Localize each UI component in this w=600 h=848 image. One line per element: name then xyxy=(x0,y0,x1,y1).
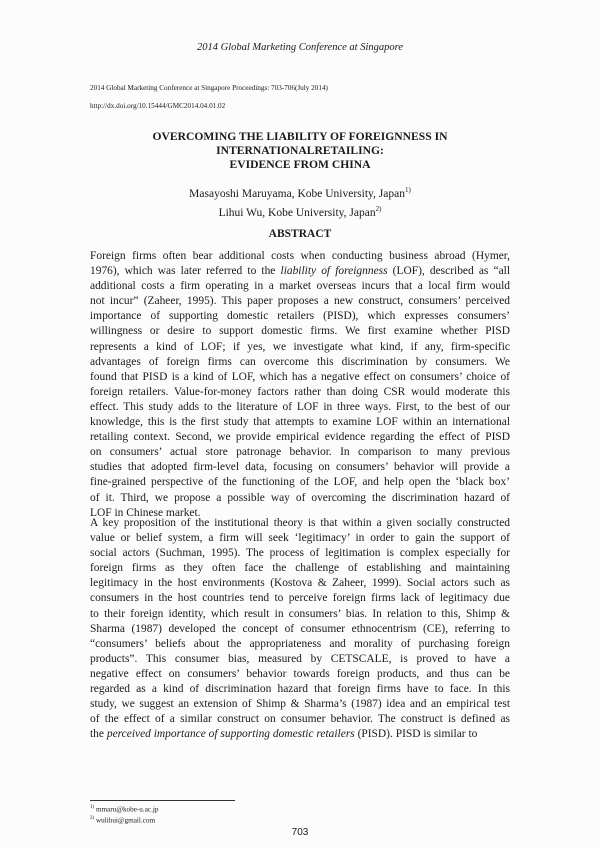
text-line: represents a kind of LOF; if yes, we investigate what kind, if any, firm-specific xyxy=(90,340,510,353)
text-line: willingness or desire to support domestic firms. We first examine whether PISD xyxy=(90,325,510,338)
body-paragraph xyxy=(90,516,510,742)
text-line: of it. Third, we propose a possible way of overcoming the discrimination hazard of xyxy=(90,491,510,504)
emphasis-term: perceived importance of supporting domestic retailers xyxy=(106,728,355,741)
author-block xyxy=(90,183,510,221)
abstract-paragraph xyxy=(90,249,510,521)
text-line: legitimacy in the host environments (Kostova & Zaheer, 1999). Social actors such as xyxy=(90,577,510,590)
footnote-marker: 2) xyxy=(375,204,382,213)
text-line: products”. This consumer bias, measured by CETSCALE, is proved to have a xyxy=(90,652,510,665)
text-line: not incur” (Zaheer, 1995). This paper proposes a new construct, consumers’ perceived xyxy=(90,295,510,308)
abstract-heading: ABSTRACT xyxy=(268,228,332,240)
text-segment: (LOF), described as “all xyxy=(387,265,510,278)
page-number: 703 xyxy=(291,827,309,838)
footnote-marker: 2) xyxy=(90,816,95,821)
author-name: Lihui Wu, Kobe University, Japan xyxy=(218,206,376,219)
text-line: social actors (Suchman, 1995). The process of legitimation is complex especially for xyxy=(90,547,510,560)
text-segment: 1976), which was later referred to the xyxy=(90,265,281,278)
text-line: Sharma (1987) developed the concept of consumer ethnocentrism (CE), referring to xyxy=(90,622,510,635)
footnote-rule xyxy=(90,800,235,801)
text-line: found that PISD is a kind of LOF, which has a negative effect on consumers’ choice of xyxy=(90,370,510,383)
text-line: retailing context. Second, we provide empirical evidence regarding the effect of PISD xyxy=(90,431,510,444)
title-line: OVERCOMING THE LIABILITY OF FOREIGNNESS IN xyxy=(152,130,448,143)
text-line: LOF in Chinese market. xyxy=(90,506,201,519)
doi-link[interactable]: http://dx.doi.org/10.15444/GMC2014.04.01.02 xyxy=(90,102,226,110)
running-head: 2014 Global Marketing Conference at Singapore xyxy=(197,42,403,53)
author-name: Masayoshi Maruyama, Kobe University, Japan xyxy=(189,187,405,200)
proceedings-citation: 2014 Global Marketing Conference at Singapore Proceedings: 703-706(July 2014) xyxy=(90,84,328,92)
text-line: of the effect of a similar construct on consumer behavior. The construct is defined as xyxy=(90,713,510,726)
text-line: knowledge, this is the first study that attempts to examine LOF within an international xyxy=(90,416,510,429)
text-line: studies that adopted firm-level data, focusing on consumers’ behavior will provide a xyxy=(90,461,510,474)
text-line xyxy=(90,264,510,279)
text-line: advantages of foreign firms can overcome this discrimination by consumers. We xyxy=(90,355,510,368)
text-line xyxy=(90,727,510,742)
footnote xyxy=(90,805,158,813)
text-segment: the xyxy=(90,728,107,741)
text-line: consumers in the host countries tend to perceive foreign firms lack of legitimacy due xyxy=(90,592,510,605)
text-line: on consumers’ actual store patronage behavior. In comparison to many previous xyxy=(90,446,510,459)
text-line: fine-grained perspective of the functioning of the LOF, and help open the ‘black box’ xyxy=(90,476,510,489)
text-line: additional costs a firm operating in a market overseas incurs that a local firm would xyxy=(90,280,510,293)
footnote xyxy=(90,816,155,824)
text-line: “consumers’ beliefs about the appropriateness and morality of purchasing foreign xyxy=(90,637,510,650)
footnote-marker: 1) xyxy=(404,186,411,194)
title-line: EVIDENCE FROM CHINA xyxy=(229,158,371,171)
author-line xyxy=(90,183,510,202)
text-line: Foreign firms often bear additional costs when conducting business abroad (Hymer, xyxy=(90,250,510,262)
paper-title xyxy=(90,130,510,172)
text-line: A key proposition of the institutional theory is that within a given socially constructed xyxy=(90,517,510,529)
title-line: INTERNATIONALRETAILING: xyxy=(216,144,384,157)
footnote-marker: 1) xyxy=(90,805,95,810)
footnote-email: mmaru@kobe-u.ac.jp xyxy=(95,805,159,814)
text-line: foreign firms as they often face the challenge of establishing and maintaining xyxy=(90,562,510,575)
text-line: negative effect on consumers’ behavior towards foreign products, and thus can be xyxy=(90,667,510,680)
text-line: foreign retailers. Value-for-money factors rather than doing CSR would moderate this xyxy=(90,385,510,398)
text-line: value or belief system, a firm will seek ‘legitimacy’ in order to gain the support of xyxy=(90,532,510,545)
text-segment: (PISD). PISD is similar to xyxy=(354,728,478,741)
emphasis-term: liability of foreignness xyxy=(280,265,388,278)
text-line: regarded as a kind of discrimination hazard that foreign firms have to face. In this xyxy=(90,683,510,696)
text-line: study, we suggest an extension of Shimp & Sharma’s (1987) idea and an empirical test xyxy=(90,698,510,711)
footnote-email: wulihui@gmail.com xyxy=(95,816,156,825)
text-line: importance of supporting domestic retailers (PISD), which expresses consumers’ xyxy=(90,310,510,323)
text-line: effect. This study adds to the literature of LOF in three ways. First, to the best of our xyxy=(90,400,510,413)
text-line: to their foreign identity, which result in consumers’ bias. In relation to this, Shimp & xyxy=(90,607,510,620)
author-line xyxy=(90,202,510,221)
